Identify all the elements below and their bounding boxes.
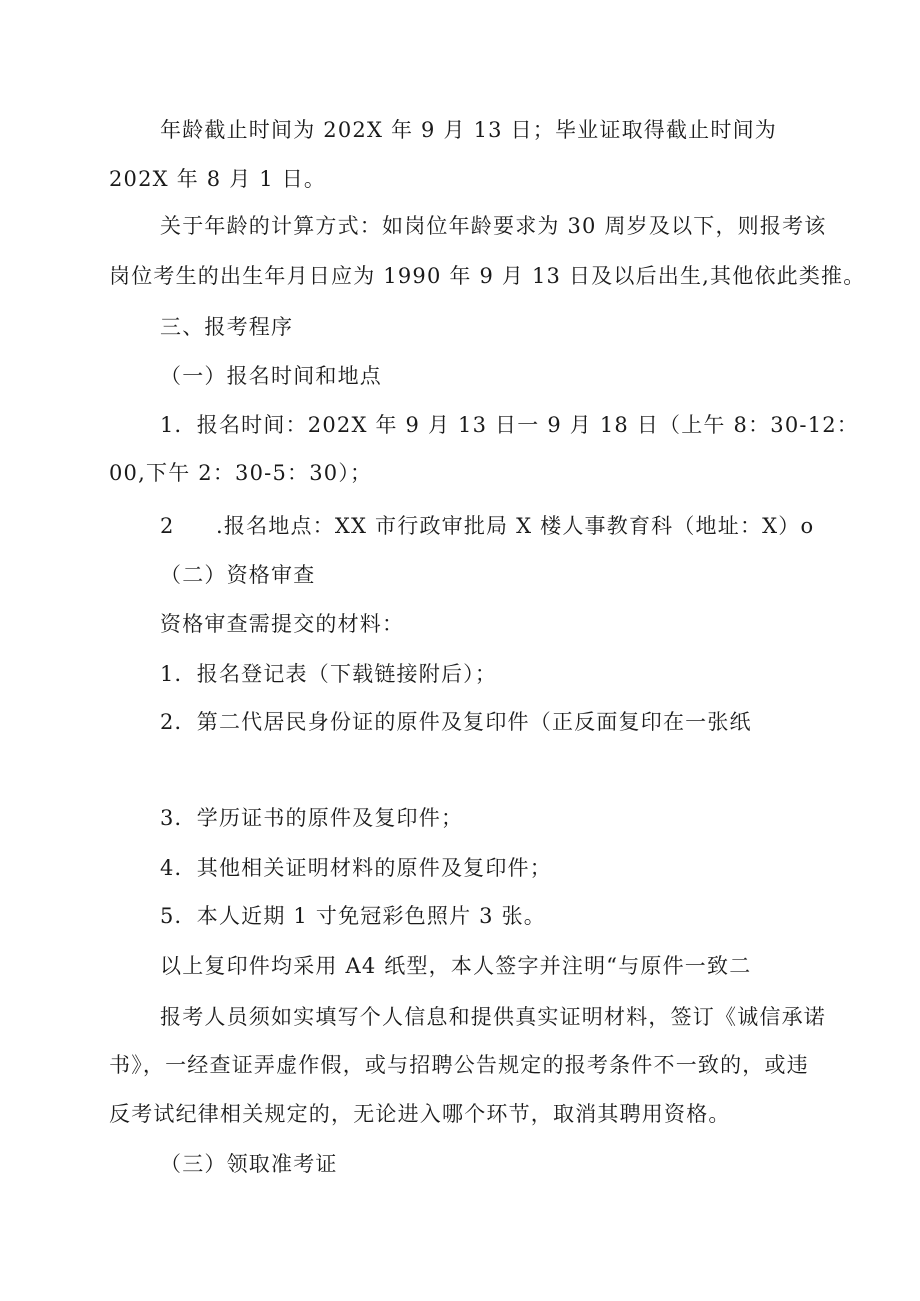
subsection-heading: （二）资格审查 — [160, 563, 316, 587]
list-item: 1．报名登记表（下载链接附后）； — [160, 662, 498, 686]
list-item: .报名地点：XX 市行政审批局 X 楼人事教育科（地址：X）o — [216, 514, 815, 538]
subsection-heading: （一）报名时间和地点 — [160, 364, 382, 388]
paragraph-line: 年龄截止时间为 202X 年 9 月 13 日；毕业证取得截止时间为 — [160, 118, 777, 142]
list-item: 3．学历证书的原件及复印件； — [160, 806, 464, 830]
list-item: 2．第二代居民身份证的原件及复印件（正反面复印在一张纸 — [160, 710, 752, 734]
paragraph-line: 书》，一经查证弄虚作假，或与招聘公告规定的报考条件不一致的，或违 — [109, 1053, 809, 1077]
subsection-heading: （三）领取准考证 — [160, 1152, 338, 1176]
list-item: 5．本人近期 1 寸免冠彩色照片 3 张。 — [160, 904, 546, 928]
list-item: 1．报名时间：202X 年 9 月 13 日一 9 月 18 日（上午 8：30-12： — [160, 413, 860, 437]
list-item-number: 2 — [160, 514, 175, 538]
list-item: 4．其他相关证明材料的原件及复印件； — [160, 856, 552, 880]
paragraph-line: 202X 年 8 月 1 日。 — [109, 167, 327, 191]
paragraph-line: 岗位考生的出生年月日应为 1990 年 9 月 13 日及以后出生,其他依此类推。 — [109, 264, 866, 288]
section-heading: 三、报考程序 — [160, 315, 294, 339]
paragraph-line: 资格审查需提交的材料： — [160, 612, 405, 636]
paragraph-line: 00,下午 2：30-5：30）； — [109, 461, 373, 485]
paragraph-line: 报考人员须如实填写个人信息和提供真实证明材料，签订《诚信承诺 — [160, 1005, 826, 1029]
paragraph-line: 以上复印件均采用 A4 纸型，本人签字并注明“与原件一致二 — [160, 954, 752, 978]
paragraph-line: 反考试纪律相关规定的，无论进入哪个环节，取消其聘用资格。 — [109, 1102, 731, 1126]
paragraph-line: 关于年龄的计算方式：如岗位年龄要求为 30 周岁及以下，则报考该 — [160, 214, 827, 238]
